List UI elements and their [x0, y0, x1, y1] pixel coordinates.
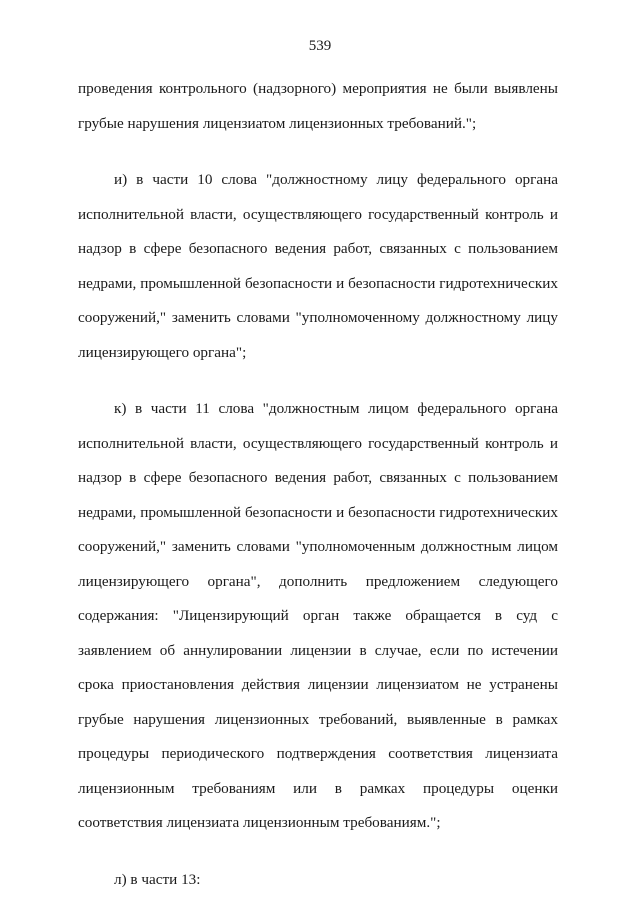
paragraph-item-l: л) в части 13:: [114, 870, 201, 888]
paragraph-continuation: проведения контрольного (надзорного) мероприятия не были выявлены грубые нарушения лицензиатом лицензионных требований.";: [78, 80, 558, 132]
paragraph-item-i: и) в части 10 слова "должностному лицу федерального органа исполнительной власти, осуществляющего государственный контроль и надзор в сфере безопасного ведения работ, связанных с пользованием недрами, промышленной безопасности и безопасности гидротехнических сооружений," заменить словами "уполномоченному должностному лицу лицензирующего органа";: [78, 171, 558, 361]
document-body: [78, 72, 558, 897]
paragraph-item-k: к) в части 11 слова "должностным лицом федерального органа исполнительной власти, осуществляющего государственный контроль и надзор в сфере безопасного ведения работ, связанных с пользованием недрами, промышленной безопасности и безопасности гидротехнических сооружений," заменить словами "уполномоченным должностным лицом лицензирующего органа", дополнить предложением следующего содержания: "Лицензирующий орган также обращается в суд с заявлением об аннулировании лицензии в случае, если по истечении срока приостановления действия лицензии лицензиатом не устранены грубые нарушения лицензионных требований, выявленные в рамках процедуры периодического подтверждения соответствия лицензиата лицензионным требованиям или в рамках процедуры оценки соответствия лицензиата лицензионным требованиям.";: [78, 400, 558, 831]
page-number: 539: [308, 38, 332, 54]
